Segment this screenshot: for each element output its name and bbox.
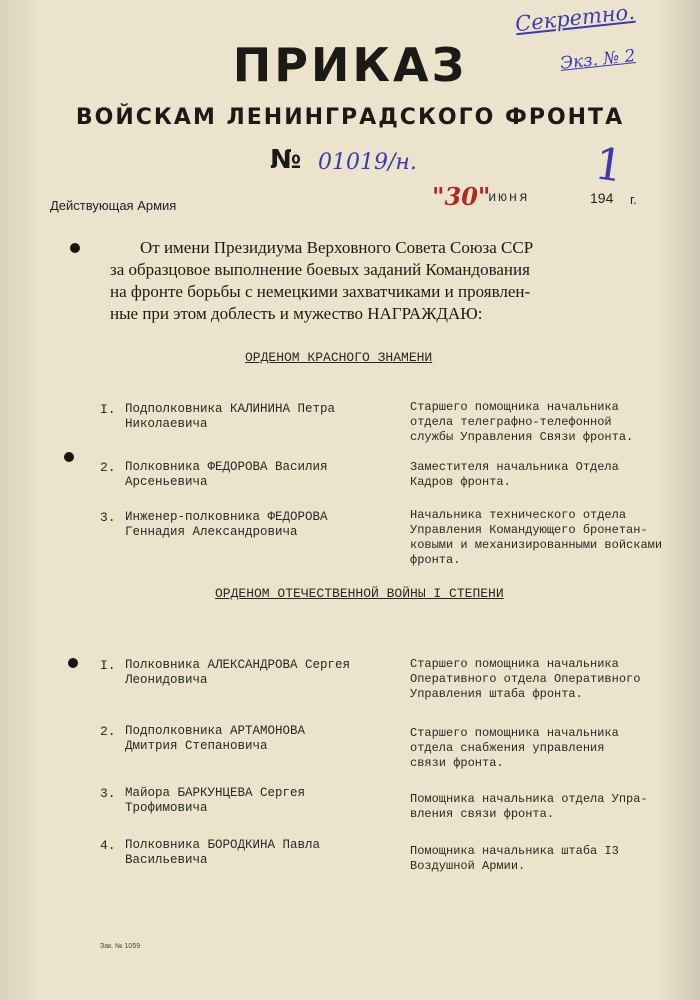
- recipient-post: Помощника начальника отдела Упра- вления связи фронта.: [410, 792, 648, 821]
- recipient-post: Старшего помощника начальника отдела снабжения управления связи фронта.: [410, 726, 619, 770]
- award-heading: ОРДЕНОМ КРАСНОГО ЗНАМЕНИ: [245, 350, 433, 365]
- recipient-post: Старшего помощника начальника Оперативного отдела Оперативного Управления штаба фронта.: [410, 657, 641, 701]
- classification-mark: Секретно.: [514, 0, 636, 37]
- recipient-post: Заместителя начальника Отдела Кадров фронта.: [410, 460, 619, 489]
- preamble-line: за образцовое выполнение боевых заданий Командования: [110, 260, 530, 279]
- recipient-name: Инженер-полковника ФЕДОРОВА Геннадия Александровича: [125, 510, 328, 539]
- tally-mark: 1: [591, 138, 627, 193]
- recipient-name: Полковника ФЕДОРОВА Василия Арсеньевича: [125, 460, 328, 489]
- preamble-line: ные при этом доблесть и мужество НАГРАЖДАЮ:: [110, 304, 483, 323]
- recipient-name: Полковника АЛЕКСАНДРОВА Сергея Леонидовича: [125, 658, 351, 687]
- entry-number: 3.: [100, 510, 116, 525]
- punch-hole: [70, 243, 80, 253]
- preamble-line: От имени Президиума Верховного Совета Союза ССР: [140, 238, 534, 257]
- award-heading: ОРДЕНОМ ОТЕЧЕСТВЕННОЙ ВОЙНЫ I СТЕПЕНИ: [215, 586, 504, 601]
- document-subtitle: ВОЙСКАМ ЛЕНИНГРАДСКОГО ФРОНТА: [75, 105, 625, 130]
- document-title: ПРИКАЗ: [232, 38, 468, 92]
- date-suffix: г.: [630, 192, 637, 207]
- entry-number: 2.: [100, 460, 116, 475]
- recipient-post: Помощника начальника штаба I3 Воздушной Армии.: [410, 844, 619, 873]
- entry-number: 3.: [100, 786, 116, 801]
- order-number: 01019/н.: [318, 150, 417, 175]
- entry-number: I.: [100, 402, 116, 417]
- recipient-name: Полковника БОРОДКИНА Павла Васильевича: [125, 838, 321, 867]
- recipient-name: Майора БАРКУНЦЕВА Сергея Трофимовича: [125, 786, 306, 815]
- entry-number: 2.: [100, 724, 116, 739]
- date-month: июня: [488, 190, 530, 206]
- date-year: 194: [590, 190, 614, 206]
- recipient-name: Подполковника АРТАМОНОВА Дмитрия Степановича: [125, 724, 306, 753]
- print-code: Зак. № 1059: [100, 943, 141, 950]
- date-day: "30": [432, 182, 491, 211]
- punch-hole: [64, 452, 74, 462]
- recipient-post: Начальника технического отдела Управления Командующего бронетан- ковыми и механизированными войсками фронта.: [410, 508, 663, 567]
- entry-number: I.: [100, 658, 116, 673]
- entry-number: 4.: [100, 838, 116, 853]
- copy-number: Экз. № 2: [559, 46, 637, 74]
- preamble: [110, 237, 650, 325]
- recipient-post: Старшего помощника начальника отдела телеграфно-телефонной службы Управления Связи фронта.: [410, 400, 634, 444]
- preamble-line: на фронте борьбы с немецкими захватчиками и проявлен-: [110, 282, 531, 301]
- punch-hole: [68, 658, 78, 668]
- recipient-name: Подполковника КАЛИНИНА Петра Николаевича: [125, 402, 336, 431]
- army-label: Действующая Армия: [50, 198, 177, 213]
- order-number-prefix: №: [270, 145, 302, 175]
